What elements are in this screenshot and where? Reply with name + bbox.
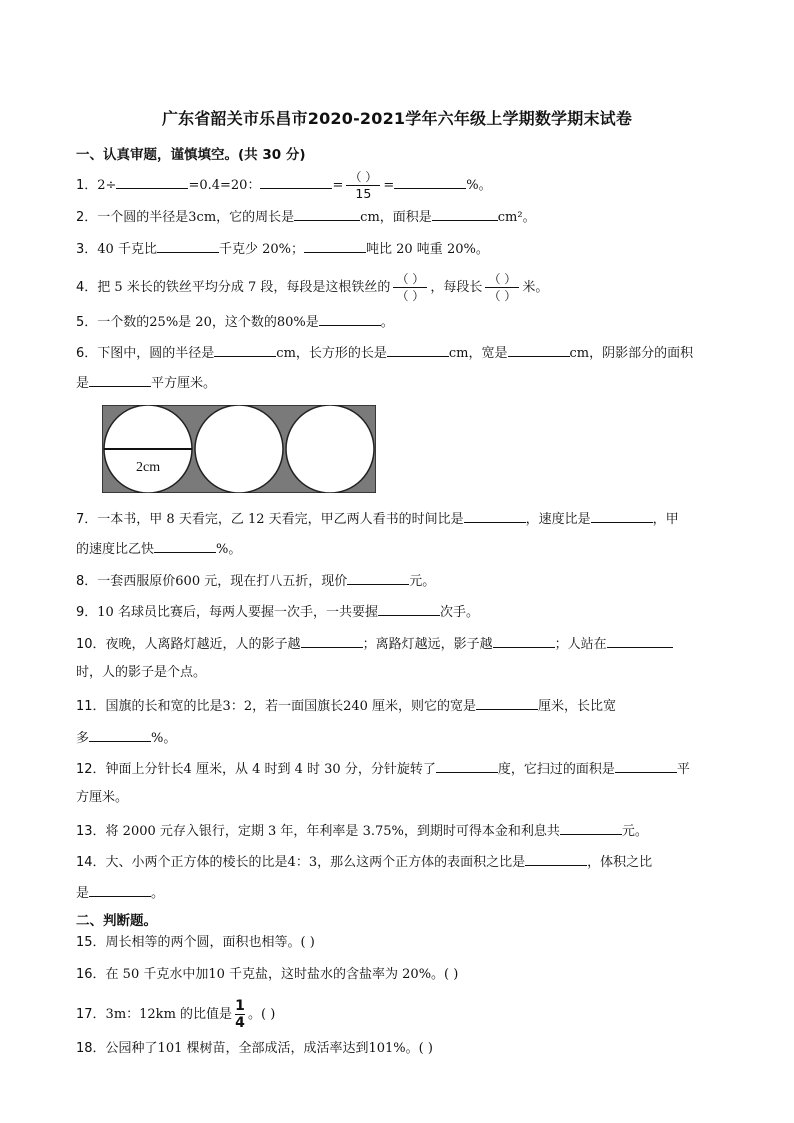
question-7: 7．一本书，甲 8 天看完，乙 12 天看完，甲乙两人看书的时间比是 ，速度比是 ，甲: [76, 508, 736, 530]
answer-blank[interactable]: [116, 174, 188, 189]
answer-blank[interactable]: [89, 727, 151, 742]
question-10-cont: 时，人的影子是个点。: [76, 665, 207, 680]
answer-blank[interactable]: [436, 758, 498, 773]
question-17: 17．3m：12km 的比值是 $\frac{1}{4}$ 。( ): [76, 998, 276, 1031]
answer-blank[interactable]: [301, 633, 363, 648]
answer-blank[interactable]: [89, 372, 151, 387]
answer-blank[interactable]: [591, 508, 653, 523]
question-15: 15．周长相等的两个圆，面积也相等。( ): [76, 935, 315, 950]
answer-blank[interactable]: [378, 601, 440, 616]
section-heading-fill: 一、认真审题，谨慎填空。(共 30 分): [76, 147, 306, 163]
question-2: 2．一个圆的半径是3cm，它的周长是 cm，面积是 cm²。: [76, 206, 736, 228]
question-3: 3．40 千克比 千克少 20%； 吨比 20 吨重 20%。: [76, 238, 736, 260]
page-title: 广东省韶关市乐昌市2020-2021学年六年级上学期数学期末试卷: [161, 109, 633, 128]
question-14: 14．大、小两个正方体的棱长的比是4：3，那么这两个正方体的表面积之比是 ，体积之比: [76, 851, 736, 873]
question-16: 16．在 50 千克水中加10 千克盐，这时盐水的含盐率为 20%。( ): [76, 967, 459, 982]
section-heading-judge: 二、判断题。: [76, 913, 157, 929]
answer-blank[interactable]: [304, 238, 366, 253]
answer-blank[interactable]: [157, 238, 219, 253]
answer-blank[interactable]: [394, 174, 466, 189]
question-10: 10．夜晚，人离路灯越近，人的影子越 ；离路灯越远，影子越 ；人站在: [76, 633, 736, 655]
question-5: 5．一个数的25%是 20，这个数的80%是 。: [76, 311, 736, 333]
answer-blank[interactable]: [560, 820, 622, 835]
question-8: 8．一套西服原价600 元，现在打八五折，现价 元。: [76, 570, 736, 592]
answer-blank[interactable]: [89, 882, 151, 897]
fraction: $\frac{1}{4}$: [235, 998, 245, 1031]
question-18: 18．公园种了101 棵树苗，全部成活，成活率达到101%。( ): [76, 1041, 433, 1056]
answer-blank[interactable]: [476, 695, 538, 710]
answer-blank[interactable]: [432, 206, 498, 221]
question-number: 1．: [76, 178, 98, 193]
question-6: 6．下图中，圆的半径是 cm，长方形的长是 cm，宽是 cm，阴影部分的面积: [76, 342, 736, 364]
answer-blank[interactable]: [464, 508, 526, 523]
question-12: 12．钟面上分针长4 厘米，从 4 时到 4 时 30 分，分针旋转了 度，它扫过的面积是 平: [76, 758, 736, 780]
answer-blank[interactable]: [214, 342, 276, 357]
question-1: 1．2÷ =0.4=20： = $\frac{( )}{15}$ = %。: [76, 170, 492, 201]
question-11: 11．国旗的长和宽的比是3：2，若一面国旗长240 厘米，则它的宽是 厘米，长比宽: [76, 695, 736, 717]
answer-blank[interactable]: [525, 851, 587, 866]
question-6-cont: 是 平方厘米。: [76, 372, 736, 394]
answer-blank[interactable]: [294, 206, 360, 221]
answer-blank[interactable]: [319, 311, 381, 326]
answer-blank[interactable]: [615, 758, 677, 773]
circle-middle: [195, 405, 283, 493]
question-11-cont: 多 %。: [76, 727, 736, 749]
answer-blank[interactable]: [347, 570, 409, 585]
diameter-label: 2cm: [136, 460, 161, 475]
fraction: $\frac{( )}{( )}$: [393, 272, 427, 303]
question-9: 9．10 名球员比赛后，每两人要握一次手，一共要握 次手。: [76, 601, 736, 623]
circle-right: [286, 405, 374, 493]
answer-blank[interactable]: [260, 174, 332, 189]
answer-blank[interactable]: [493, 633, 555, 648]
question-4: 4．把 5 米长的铁丝平均分成 7 段，每段是这根铁丝的 $\frac{( )}{( )}$ ，每段长 $\frac{( )}{( )}$ 米。: [76, 272, 549, 303]
question-12-cont: 方厘米。: [76, 790, 129, 805]
answer-blank[interactable]: [154, 538, 216, 553]
fraction: $\frac{( )}{( )}$: [485, 272, 519, 303]
answer-blank[interactable]: [387, 342, 449, 357]
answer-blank[interactable]: [508, 342, 570, 357]
answer-blank[interactable]: [607, 633, 673, 648]
question-14-cont: 是 。: [76, 882, 736, 904]
question-7-cont: 的速度比乙快 %。: [76, 538, 736, 560]
fraction: $\frac{( )}{15}$: [346, 170, 380, 201]
question-13: 13．将 2000 元存入银行，定期 3 年，年利率是 3.75%，到期时可得本金和利息共 元。: [76, 820, 736, 842]
circles-in-rectangle-figure: [102, 405, 376, 493]
